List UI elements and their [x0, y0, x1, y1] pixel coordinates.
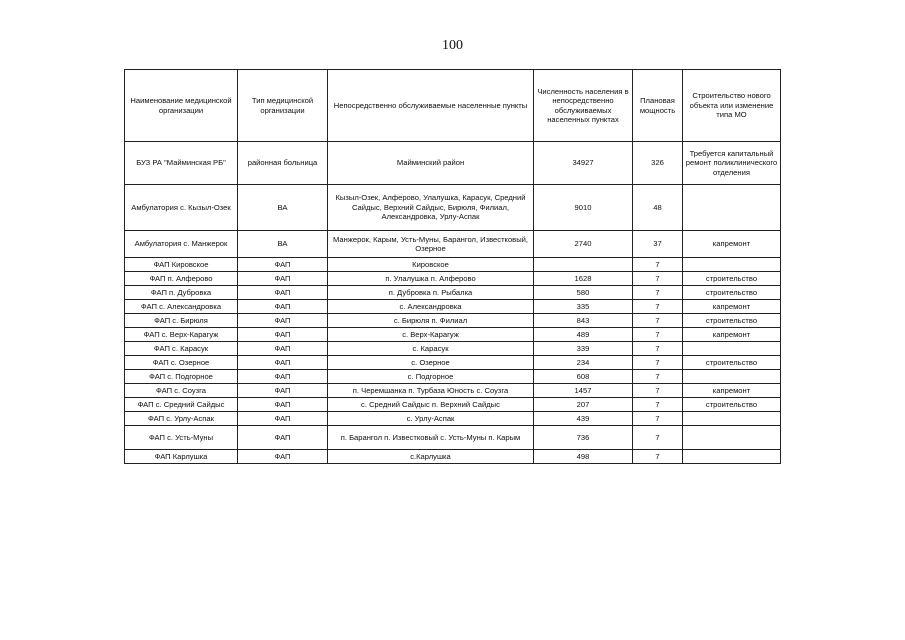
table-cell: 7	[633, 412, 683, 426]
table-cell: Амбулатория с. Кызыл-Озек	[125, 185, 238, 231]
table-row	[125, 185, 781, 231]
table-cell: БУЗ РА "Майминская РБ"	[125, 142, 238, 185]
table-cell: п. Дубровка п. Рыбалка	[328, 286, 534, 300]
table-cell: строительство	[683, 356, 781, 370]
table-cell: п. Черемшанка п. Турбаза Юность с. Соузга	[328, 384, 534, 398]
table-cell: 843	[534, 314, 633, 328]
table-cell: 7	[633, 398, 683, 412]
table-cell: ФАП с. Подгорное	[125, 370, 238, 384]
table-cell: ФАП Кировское	[125, 258, 238, 272]
table-cell: п. Барангол п. Известковый с. Усть-Муны п. Карым	[328, 426, 534, 450]
table-cell: 736	[534, 426, 633, 450]
table-cell: строительство	[683, 286, 781, 300]
table-cell: Манжерок, Карым, Усть-Муны, Барангол, Известковый, Озерное	[328, 231, 534, 258]
table-cell: 7	[633, 300, 683, 314]
table-cell: Кызыл-Озек, Алферово, Улалушка, Карасук, Средний Сайдыс, Верхний Сайдыс, Бирюля, Филиал, Александровка, Урлу-Аспак	[328, 185, 534, 231]
table-cell: ФАП	[238, 426, 328, 450]
table-row	[125, 231, 781, 258]
table-row	[125, 450, 781, 464]
header-cell: Строительство нового объекта или изменение типа МО	[683, 70, 781, 142]
table-cell: ФАП	[238, 356, 328, 370]
table-cell: 439	[534, 412, 633, 426]
table-cell: ФАП	[238, 300, 328, 314]
table-cell: строительство	[683, 272, 781, 286]
table-cell: 339	[534, 342, 633, 356]
table-cell: ФАП с. Бирюля	[125, 314, 238, 328]
table-cell: строительство	[683, 398, 781, 412]
medical-organizations-table	[124, 69, 781, 464]
table-row	[125, 328, 781, 342]
table-cell: 7	[633, 258, 683, 272]
table-cell: 489	[534, 328, 633, 342]
table-cell: ВА	[238, 231, 328, 258]
table-cell: 9010	[534, 185, 633, 231]
table-row	[125, 398, 781, 412]
table-cell: ФАП п. Дубровка	[125, 286, 238, 300]
table-cell: 7	[633, 426, 683, 450]
table-cell: Требуется капитальный ремонт поликлинического отделения	[683, 142, 781, 185]
table-cell: капремонт	[683, 384, 781, 398]
table-cell: ФАП с. Урлу-Аспак	[125, 412, 238, 426]
table-cell: 7	[633, 342, 683, 356]
table-cell: капремонт	[683, 328, 781, 342]
table-cell: 580	[534, 286, 633, 300]
table-cell: ФАП с. Усть-Муны	[125, 426, 238, 450]
table-cell: ФАП	[238, 398, 328, 412]
table-cell	[683, 412, 781, 426]
table-cell	[683, 370, 781, 384]
table-cell: с. Александровка	[328, 300, 534, 314]
table-cell: 7	[633, 356, 683, 370]
table-cell: 234	[534, 356, 633, 370]
table-cell: 37	[633, 231, 683, 258]
table-cell: ФАП с. Александровка	[125, 300, 238, 314]
table-cell: 7	[633, 286, 683, 300]
table-cell: с.Карлушка	[328, 450, 534, 464]
table-cell: Майминский район	[328, 142, 534, 185]
table-header-row	[125, 70, 781, 142]
table-cell: ФАП	[238, 342, 328, 356]
page-number: 100	[442, 38, 463, 53]
table-cell: 7	[633, 370, 683, 384]
table-cell: ФАП	[238, 384, 328, 398]
table-cell: 48	[633, 185, 683, 231]
table-row	[125, 286, 781, 300]
table-cell: ФАП с. Верх-Карагуж	[125, 328, 238, 342]
table-cell: ФАП с. Озерное	[125, 356, 238, 370]
table-cell: Кировское	[328, 258, 534, 272]
table-cell: ФАП	[238, 286, 328, 300]
table-cell: 34927	[534, 142, 633, 185]
table-cell: Амбулатория с. Манжерок	[125, 231, 238, 258]
table-cell: ФАП п. Алферово	[125, 272, 238, 286]
table-cell: с. Верх-Карагуж	[328, 328, 534, 342]
table-row	[125, 300, 781, 314]
table-cell: ФАП	[238, 412, 328, 426]
table-cell: ФАП Карлушка	[125, 450, 238, 464]
table-cell: с. Озерное	[328, 356, 534, 370]
table-cell: с. Бирюля п. Филиал	[328, 314, 534, 328]
table-cell: 7	[633, 272, 683, 286]
header-cell: Наименование медицинской организации	[125, 70, 238, 142]
table-row	[125, 272, 781, 286]
table-cell: 7	[633, 328, 683, 342]
table-cell: строительство	[683, 314, 781, 328]
table-cell	[683, 342, 781, 356]
table-cell	[683, 450, 781, 464]
table-row	[125, 258, 781, 272]
table-cell: 2740	[534, 231, 633, 258]
table-cell: 608	[534, 370, 633, 384]
table-cell: ФАП	[238, 314, 328, 328]
table-cell: ФАП	[238, 272, 328, 286]
table-cell: п. Улалушка п. Алферово	[328, 272, 534, 286]
table-cell: ФАП	[238, 370, 328, 384]
table-cell: ФАП	[238, 450, 328, 464]
table-cell: 1457	[534, 384, 633, 398]
table-cell: ФАП	[238, 328, 328, 342]
table-cell: 326	[633, 142, 683, 185]
table-cell: с. Урлу-Аспак	[328, 412, 534, 426]
table-cell: с. Подгорное	[328, 370, 534, 384]
table-cell: 498	[534, 450, 633, 464]
table-row	[125, 356, 781, 370]
table-cell: 335	[534, 300, 633, 314]
table-cell	[683, 426, 781, 450]
table-cell: 7	[633, 314, 683, 328]
table-cell: с. Средний Сайдыс п. Верхний Сайдыс	[328, 398, 534, 412]
table-cell: 1628	[534, 272, 633, 286]
table-row	[125, 370, 781, 384]
table-cell: ФАП с. Соузга	[125, 384, 238, 398]
table-cell	[534, 258, 633, 272]
table-row	[125, 426, 781, 450]
table-cell	[683, 258, 781, 272]
table-row	[125, 412, 781, 426]
table-cell: ФАП	[238, 258, 328, 272]
table-row	[125, 142, 781, 185]
table-cell: ФАП с. Карасук	[125, 342, 238, 356]
header-cell: Плановая мощность	[633, 70, 683, 142]
table-row	[125, 342, 781, 356]
header-cell: Тип медицинской организации	[238, 70, 328, 142]
table-row	[125, 384, 781, 398]
table-cell: 7	[633, 450, 683, 464]
table-cell: районная больница	[238, 142, 328, 185]
table-cell: с. Карасук	[328, 342, 534, 356]
table-cell: ФАП с. Средний Сайдыс	[125, 398, 238, 412]
table-cell: капремонт	[683, 300, 781, 314]
table-cell: ВА	[238, 185, 328, 231]
table-cell: 7	[633, 384, 683, 398]
table-cell: 207	[534, 398, 633, 412]
header-cell: Непосредственно обслуживаемые населенные пункты	[328, 70, 534, 142]
table-cell: капремонт	[683, 231, 781, 258]
table-cell	[683, 185, 781, 231]
header-cell: Численность населения в непосредственно обслуживаемых населенных пунктах	[534, 70, 633, 142]
table-row	[125, 314, 781, 328]
